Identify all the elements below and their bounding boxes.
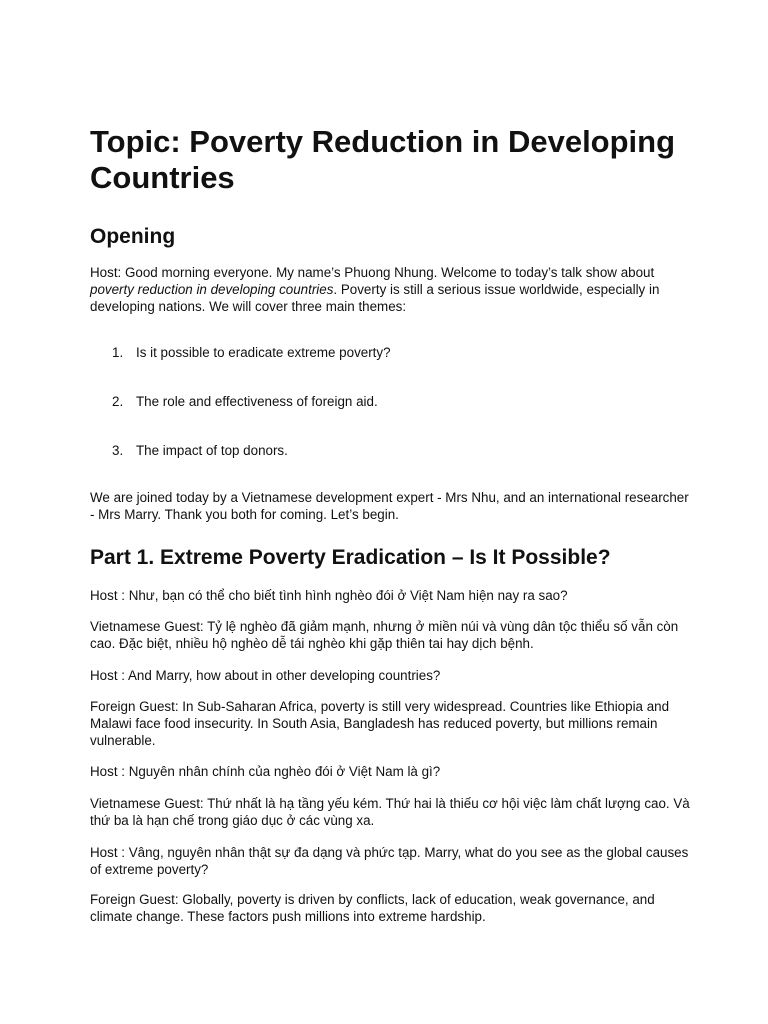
opening-heading: Opening (90, 225, 176, 248)
intro-text-end: . Poverty is still a serious issue worldwide, especially in developing nations. We will cover three main themes: (90, 282, 660, 314)
document-title: Topic: Poverty Reduction in Developing Countries (90, 124, 676, 195)
theme-number: 2. (112, 394, 124, 409)
theme-text: The impact of top donors. (136, 443, 288, 458)
opening-closing-paragraph: We are joined today by a Vietnamese development expert - Mrs Nhu, and an international researcher - Mrs Marry. Thank you both for coming. Let’s begin. (90, 490, 689, 522)
dialogue-line: Foreign Guest: Globally, poverty is driven by conflicts, lack of education, weak governance, and climate change. These factors push millions into extreme hardship. (90, 892, 655, 924)
dialogue-line: Host : Vâng, nguyên nhân thật sự đa dạng và phức tạp. Marry, what do you see as the global causes of extreme poverty? (90, 845, 689, 877)
dialogue-line: Vietnamese Guest: Thứ nhất là hạ tầng yếu kém. Thứ hai là thiếu cơ hội việc làm chất lượng cao. Và thứ ba là hạn chế trong giáo dục ở các vùng xa. (90, 796, 690, 828)
dialogue-line: Foreign Guest: In Sub-Saharan Africa, poverty is still very widespread. Countries like Ethiopia and Malawi face food insecurity. In South Asia, Bangladesh has reduced poverty, but millions remain vulnerable. (90, 699, 670, 748)
theme-item-2 (112, 393, 378, 410)
theme-number: 1. (112, 345, 124, 360)
theme-item-3 (112, 442, 288, 459)
part1-heading: Part 1. Extreme Poverty Eradication – Is It Possible? (90, 546, 611, 569)
theme-text: The role and effectiveness of foreign aid. (136, 394, 378, 409)
dialogue-line: Vietnamese Guest: Tỷ lệ nghèo đã giảm mạnh, nhưng ở miền núi và vùng dân tộc thiểu số vẫn còn cao. Đặc biệt, nhiều hộ nghèo dễ tái nghèo khi gặp thiên tai hay dịch bệnh. (90, 619, 679, 651)
theme-text: Is it possible to eradicate extreme poverty? (136, 345, 391, 360)
dialogue-line: Host : And Marry, how about in other developing countries? (90, 668, 441, 683)
opening-intro-paragraph (90, 264, 690, 315)
theme-number: 3. (112, 443, 124, 458)
intro-text-start: Host: Good morning everyone. My name’s Phuong Nhung. Welcome to today’s talk show about (90, 265, 655, 280)
intro-emphasis: poverty reduction in developing countries (90, 282, 334, 297)
dialogue-line: Host : Nguyên nhân chính của nghèo đói ở Việt Nam là gì? (90, 764, 441, 779)
theme-item-1 (112, 344, 391, 361)
dialogue-line: Host : Như, bạn có thể cho biết tình hình nghèo đói ở Việt Nam hiện nay ra sao? (90, 588, 568, 603)
